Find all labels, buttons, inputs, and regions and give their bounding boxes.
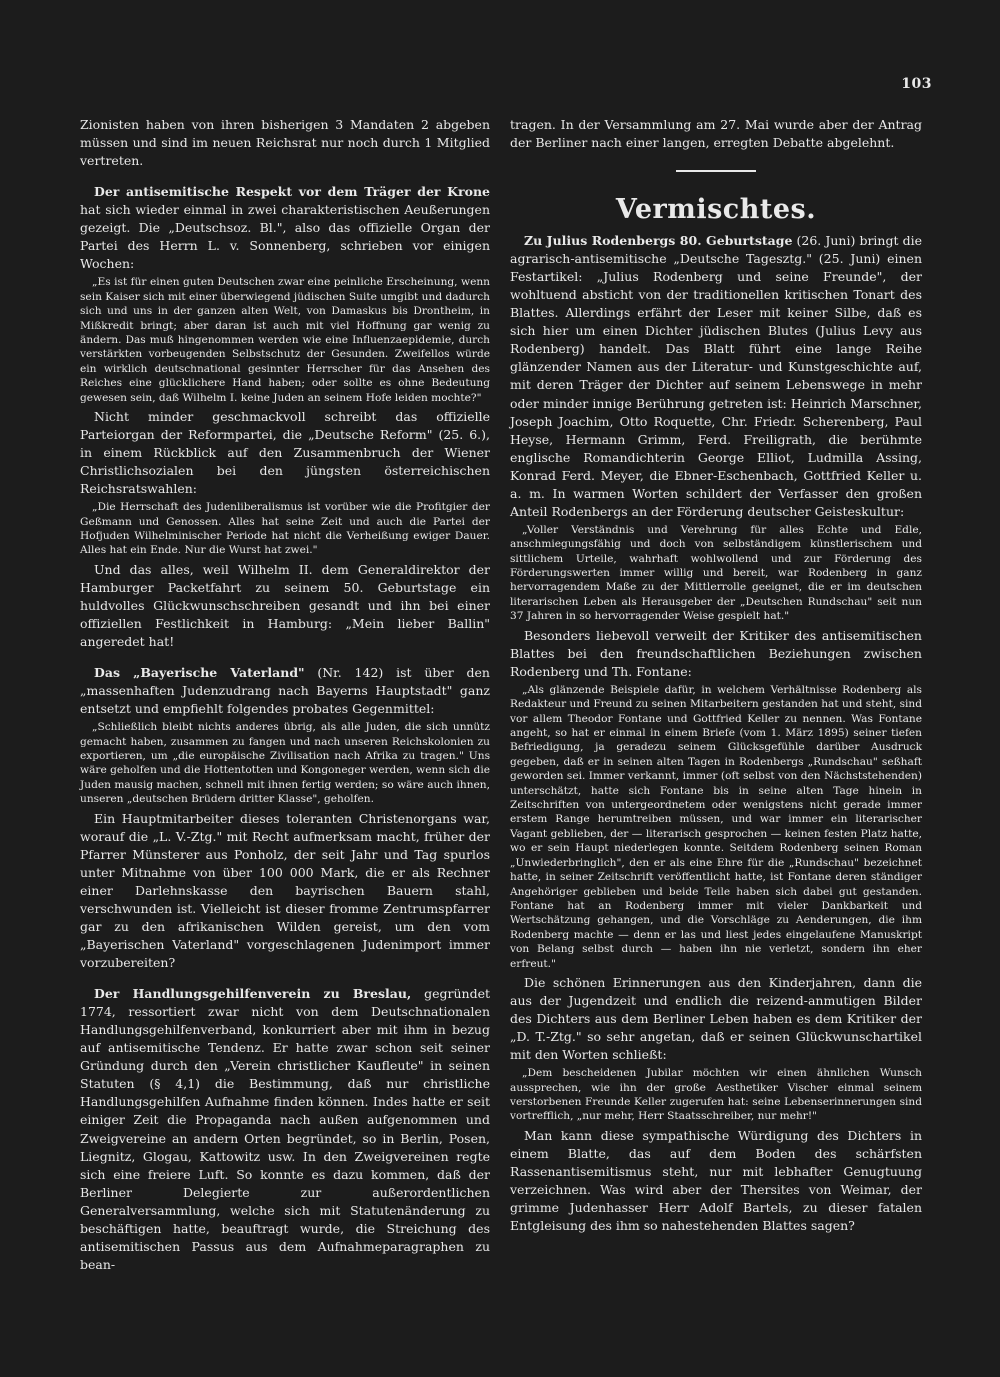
breslau-text: gegründet 1774, ressortiert zwar nicht von dem Deutschnationalen Handlungsgehilfenverband, konkurriert aber mit ihm in bezug auf antisemitische Tendenz. Er hatte zwar schon seit seiner Gründung durch den „Verein christlicher Kaufleute" in seinen Statuten (§ 4,1) die Bestimmung, daß nur christliche Handlungsgehilfen Aufnahme finden können. Indes hatte er seit einiger Zeit die Propaganda nach außen aufgenommen und Zweigvereine an andern Orten begründet, so in Berlin, Posen, Liegnitz, Glogau, Kattowitz usw. In den Zweigvereinen regte sich eine freiere Luft. So konnte es dazu kommen, daß der Berliner Delegierte zur außerordentlichen Generalversammlung, welche sich mit Statutenänderung zu beschäftigen hatte, beauftragt wurde, die Streichung des antisemitischen Passus aus dem Aufnahmeparagraphen zu bean- (80, 986, 491, 1272)
pfarrer-paragraph: Ein Hauptmitarbeiter dieses toleranten Christenorgans war, worauf die „L. V.-Ztg." mit Recht aufmerksam macht, früher der Pfarrer Münsterer aus Ponholz, der seit Jahr und Tag spurlos unter Mitnahme von über 100 000 Mark, die er als Rechner einer Darlehnskasse den bayrischen Bauern stahl, verschwunden ist. Vielleicht ist dieser fromme Zentrumspfarrer gar zu den afrikanischen Wilden gereist, um den vom „Bayerischen Vaterland" vorgeschlagenen Judenimport immer vorzubereiten? (80, 810, 490, 971)
section-divider (676, 170, 756, 172)
page-number: 103 (901, 76, 932, 92)
rodenberg-text: (26. Juni) bringt die agrarisch-antisemitische „Deutsche Tagesztg." (25. Juni) einen Festartikel: „Julius Rodenberg und seine Freunde", der wohltuend absticht von der traditionellen kritischen Tonart des Blattes. Allerdings erfährt der Leser mit keiner Silbe, daß es sich hier um einen Dichter jüdischen Blutes (Julius Levy aus Rodenberg) handelt. Das Blatt führt eine lange Reihe glänzender Namen aus der Literatur- und Kunstgeschichte auf, mit deren Träger der Dichter auf seinem Lebenswege in mehr oder minder innige Berührung getreten ist: Heinrich Marschner, Joseph Joachim, Otto Roquette, Chr. Friedr. Scherenberg, Paul Heyse, Hermann Grimm, Ferd. Freiligrath, die berühmte englische Romandichterin George Elliot, Ludmilla Assing, Konrad Ferd. Meyer, die Ebner-Eschenbach, Gottfried Keller u. a. m. In warmen Worten schildert der Verfasser den großen Anteil Rodenbergs an der Förderung deutscher Geisteskultur: (510, 233, 922, 519)
kinder-quote: „Dem bescheidenen Jubilar möchten wir einen ähnlichen Wunsch aussprechen, wie ihn der große Aesthetiker Vischer einmal seinem verstorbenen Freunde Keller zugerufen hat: seine Lebenserinnerungen sind vortrefflich, „nur mehr, Herr Staatsschreiber, nur mehr!" (510, 1067, 922, 1123)
continuation-paragraph: tragen. In der Versammlung am 27. Mai wurde aber der Antrag der Berliner nach einer langen, erregten Debatte abgelehnt. (510, 117, 922, 151)
section-title: Vermischtes. (615, 194, 817, 226)
ballin-paragraph: Und das alles, weil Wilhelm II. dem Generaldirektor der Hamburger Packetfahrt zu seinem 50. Geburtstage ein huldvolles Glückwunschschreiben gesandt und ihn bei einer offiziellen Festlichkeit in Hamburg: „Mein lieber Ballin" angeredet hat! (80, 561, 490, 650)
reform-quote: „Die Herrschaft des Judenliberalismus ist vorüber wie die Profitgier der Geßmann und Genossen. Alles hat seine Zeit und auch die Partei der Hofjuden Wilhelminischer Periode hat nicht die Verheißung ewiger Dauer. Alles hat ein Ende. Nur die Wurst hat zwei." (80, 501, 490, 557)
left-column (80, 116, 490, 1274)
vaterland-quote: „Schließlich bleibt nichts anderes übrig, als alle Juden, die sich unnütz gemacht haben, zusammen zu fangen und nach unseren Reichskolonien zu exportieren, um „die europäische Zivilisation nach Afrika zu tragen." Uns wäre geholfen und die Hottentotten und Kongoneger werden, wenn sich die Juden mausig machen, schnell mit ihnen fertig werden; so wäre auch ihnen, unseren „deutschen Brüdern dritter Klasse", geholfen. (80, 721, 490, 806)
vaterland-paragraph (80, 664, 490, 718)
reform-paragraph: Nicht minder geschmackvoll schreibt das offizielle Parteiorgan der Reformpartei, die „Deutsche Reform" (25. 6.), in einem Rückblick auf den Zusammenbruch der Wiener Christlichsozialen bei den jüngsten österreichischen Reichsratswahlen: (80, 409, 490, 497)
closing-paragraph: Man kann diese sympathische Würdigung des Dichters in einem Blatte, das auf dem Boden des schärfsten Rassenantisemitismus steht, nur mit lebhafter Genugtuung verzeichnen. Was wird aber der Thersites von Weimar, der grimme Judenhasser Herr Adolf Bartels, zu dieser fatalen Entgleisung des ihm so nahestehenden Blattes sagen? (510, 1127, 922, 1234)
intro-paragraph: Zionisten haben von ihren bisherigen 3 Mandaten 2 abgeben müssen und sind im neuen Reichsrat nur noch durch 1 Mitglied vertreten. (80, 117, 490, 169)
rodenberg-paragraph (510, 232, 922, 521)
kinder-paragraph: Die schönen Erinnerungen aus den Kinderjahren, dann die aus der Jugendzeit und endlich die reizend-anmutigen Bilder des Dichters aus dem Berliner Leben haben es dem Kritiker der „D. T.-Ztg." so sehr angetan, daß er seinen Glückwunschartikel mit den Worten schließt: (510, 974, 922, 1063)
rodenberg-quote: „Voller Verständnis und Verehrung für alles Echte und Edle, anschmiegungsfähig und doch von selbständigem künstlerischem und sittlichem Urteile, wahrhaft wohlwollend und zur Förderung des Förderungswerten immer willig und bereit, war Rodenberg in ganz hervorragendem Maße zu der Mittlerrolle geeignet, die er im deutschen literarischen Leben als Herausgeber der „Deutschen Rundschau" seit nun 37 Jahren in so hervorragender Weise gespielt hat." (510, 523, 922, 623)
fontane-quote: „Als glänzende Beispiele dafür, in welchem Verhältnisse Rodenberg als Redakteur und Freund zu seinen Mitarbeitern gestanden hat und steht, sind vor allem Theodor Fontane und Gottfried Keller zu nennen. Was Fontane angeht, so hat er einmal in einem Briefe (vom 1. März 1895) seiner tiefen Befriedigung, ja geradezu seinem Glücksgefühle darüber Ausdruck gegeben, daß er in seinen alten Tagen in Rodenbergs „Rundschau" seßhaft geworden sei. Immer verkannt, immer (oft selbst von den Nächststehenden) unterschätzt, hatte sich Fontane bis in seine alten Tage hinein in Zeitschriften von untergeordnetem oder wenigstens nicht gerade immer erstem Range herumtreiben müssen, und war immer ein literarischer Vagant geblieben, der — literarisch gesprochen — keinen festen Platz hatte, wo er sein Haupt niederlegen konnte. Seitdem Rodenberg seinen Roman „Unwiederbringlich", den er als eine Ehre für die „Rundschau" bezeichnet hatte, in seiner Zeitschrift veröffentlicht hatte, ist Fontane deren ständiger Angehöriger geblieben und beide Teile haben sich dabei gut gestanden. Fontane hat an Rodenberg immer mit vieler Dankbarkeit und Wertschätzung gehangen, und die Vorschläge zu Aenderungen, die ihm Rodenberg machte — denn er las und liest jedes eingelaufene Manuskript von Belang selbst durch — haben ihn nie verletzt, sondern ihn eher erfreut." (510, 683, 922, 970)
vaterland-lead: (Nr. 142) ist über den „massenhaften Judenzudrang nach Bayerns Hauptstadt" ganz entsetzt und empfiehlt folgendes probates Gegenmittel: (80, 665, 490, 717)
rodenberg-heading: Zu Julius Rodenbergs 80. Geburtstage (524, 233, 793, 249)
right-column (510, 116, 922, 1235)
respekt-lead: hat sich wieder einmal in zwei charakteristischen Aeußerungen gezeigt. Die „Deutschsoz. Bl.", also das offizielle Organ der Partei des Herrn L. v. Sonnenberg, schrieben vor einigen Wochen: (80, 202, 490, 272)
fontane-paragraph: Besonders liebevoll verweilt der Kritiker des antisemitischen Blattes bei den freundschaftlichen Beziehungen zwischen Rodenberg und Th. Fontane: (510, 627, 922, 679)
respekt-paragraph (80, 183, 490, 273)
breslau-paragraph (80, 985, 490, 1274)
respekt-quote: „Es ist für einen guten Deutschen zwar eine peinliche Erscheinung, wenn sein Kaiser sich mit einer überwiegend jüdischen Suite umgibt und dadurch sich und uns in der ganzen alten Welt, von Damaskus bis Drontheim, in Mißkredit bringt; aber daran ist auch mit viel Hoffnung gar wenig zu ändern. Das muß hingenommen werden wie eine Influenzaepidemie, durch verstärkten vorbeugenden Selbstschutz der Gesunden. Zweifellos würde ein wirklich deutschnational gesinnter Herrscher für das Ansehen des Reiches eine glücklichere Hand haben; oder sollte es ohne Bedeutung gewesen sein, daß Wilhelm I. keine Juden an seinem Hofe leiden mochte?" (80, 276, 490, 404)
breslau-heading: Der Handlungsgehilfenverein zu Breslau, (94, 986, 412, 1002)
vaterland-heading: Das „Bayerische Vaterland" (94, 665, 305, 681)
respekt-heading: Der antisemitische Respekt vor dem Träger der Krone (94, 184, 490, 200)
